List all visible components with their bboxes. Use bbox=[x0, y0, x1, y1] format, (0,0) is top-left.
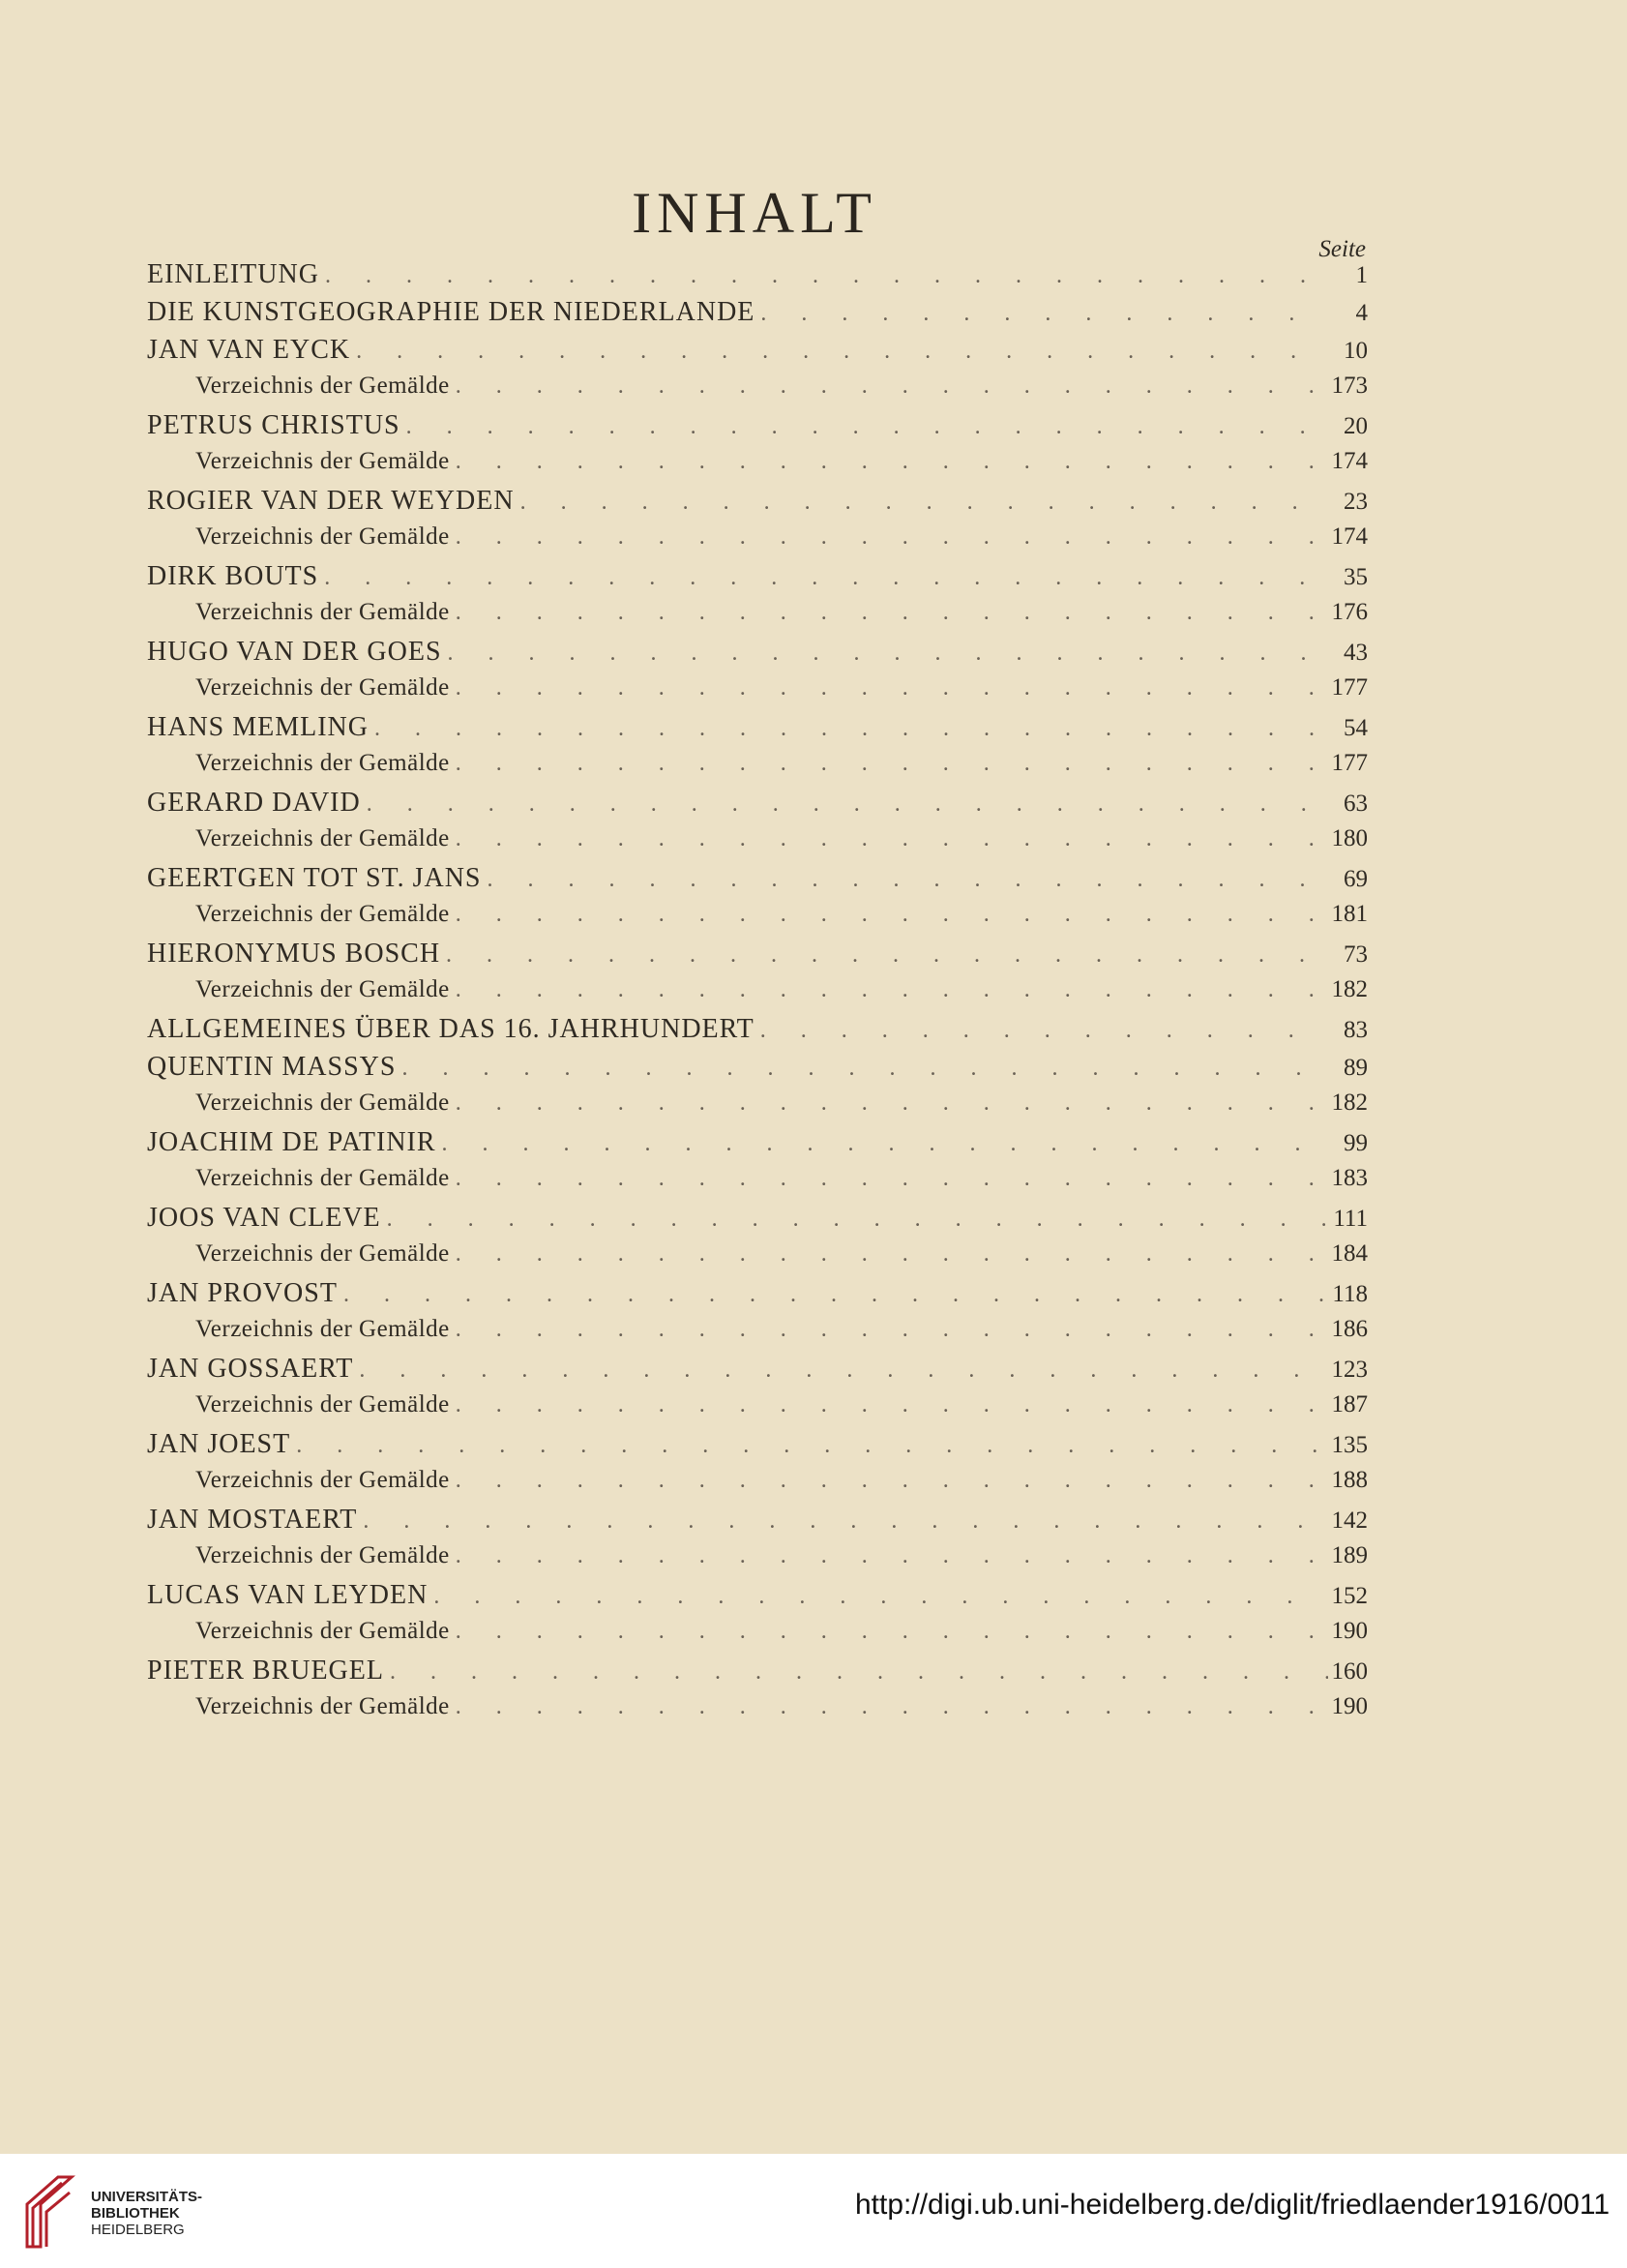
toc-entry-label: JOACHIM DE PATINIR bbox=[147, 1127, 436, 1157]
toc-entry-page: 177 bbox=[1331, 674, 1368, 701]
dot-leader bbox=[488, 867, 1330, 893]
toc-entry-label: LUCAS VAN LEYDEN bbox=[147, 1580, 429, 1610]
dot-leader bbox=[296, 1433, 1327, 1459]
toc-entry bbox=[147, 939, 1368, 976]
toc-entry-page: 187 bbox=[1331, 1391, 1368, 1418]
dot-leader bbox=[367, 791, 1329, 818]
toc-entry-label: Verzeichnis der Gemälde bbox=[195, 976, 450, 1002]
toc-entry-label: Verzeichnis der Gemälde bbox=[195, 599, 450, 625]
toc-entry bbox=[147, 486, 1368, 523]
toc-entry bbox=[147, 1278, 1368, 1316]
logo-line-3: HEIDELBERG bbox=[91, 2222, 185, 2238]
toc-entry bbox=[147, 712, 1368, 750]
toc-entry-page: 10 bbox=[1344, 338, 1368, 364]
toc-entry-label: DIRK BOUTS bbox=[147, 561, 319, 591]
toc-entry-page: 160 bbox=[1331, 1658, 1368, 1685]
library-logo-text bbox=[91, 2189, 202, 2238]
logo-line-2: BIBLIOTHEK bbox=[91, 2205, 180, 2222]
toc-entry bbox=[147, 1052, 1368, 1089]
dot-leader bbox=[387, 1207, 1329, 1233]
dot-leader bbox=[446, 942, 1329, 969]
toc-subentry bbox=[147, 901, 1368, 939]
toc-entry bbox=[147, 1354, 1368, 1391]
toc-entry bbox=[147, 1203, 1368, 1240]
toc-entry-page: 177 bbox=[1331, 750, 1368, 776]
toc-entry-label: GERARD DAVID bbox=[147, 788, 361, 818]
toc-subentry bbox=[147, 750, 1368, 788]
toc-entry-label: Verzeichnis der Gemälde bbox=[195, 1542, 450, 1568]
toc-entry-page: 63 bbox=[1344, 791, 1368, 817]
dot-leader bbox=[456, 751, 1328, 777]
toc-entry-page: 118 bbox=[1332, 1281, 1368, 1307]
toc-entry-label: JAN GOSSAERT bbox=[147, 1354, 354, 1384]
toc-entry-page: 182 bbox=[1331, 1089, 1368, 1116]
toc-entry-page: 186 bbox=[1331, 1316, 1368, 1342]
toc-entry-page: 173 bbox=[1331, 373, 1368, 399]
toc-subentry bbox=[147, 1165, 1368, 1203]
toc-entry-label: Verzeichnis der Gemälde bbox=[195, 448, 450, 474]
toc-entry-page: 4 bbox=[1355, 300, 1368, 326]
toc-entry-label: PIETER BRUEGEL bbox=[147, 1656, 384, 1686]
toc-entry-label: Verzeichnis der Gemälde bbox=[195, 901, 450, 927]
dot-leader bbox=[343, 1282, 1328, 1308]
toc-entry-label: Verzeichnis der Gemälde bbox=[195, 1618, 450, 1644]
toc-entry-label: Verzeichnis der Gemälde bbox=[195, 1165, 450, 1191]
toc-entry-label: Verzeichnis der Gemälde bbox=[195, 1316, 450, 1342]
toc-entry-page: 69 bbox=[1344, 866, 1368, 892]
toc-entry bbox=[147, 410, 1368, 448]
toc-entry-label: DIE KUNSTGEOGRAPHIE DER NIEDERLANDE bbox=[147, 297, 755, 327]
dot-leader bbox=[356, 339, 1329, 365]
toc-entry-page: 83 bbox=[1344, 1017, 1368, 1043]
dot-leader bbox=[390, 1659, 1328, 1686]
toc-subentry bbox=[147, 1693, 1368, 1731]
toc-entry-page: 188 bbox=[1331, 1467, 1368, 1493]
dot-leader bbox=[456, 1241, 1328, 1268]
toc-subentry bbox=[147, 523, 1368, 561]
toc-subentry bbox=[147, 1542, 1368, 1580]
dot-leader bbox=[456, 600, 1328, 626]
toc-subentry bbox=[147, 1316, 1368, 1354]
toc-entry bbox=[147, 637, 1368, 674]
toc-entry-page: 23 bbox=[1344, 489, 1368, 515]
toc-entry-page: 190 bbox=[1331, 1693, 1368, 1719]
toc-entry-page: 180 bbox=[1331, 825, 1368, 851]
toc-entry-page: 189 bbox=[1331, 1542, 1368, 1568]
dot-leader bbox=[456, 1619, 1328, 1645]
toc-entry-page: 35 bbox=[1344, 564, 1368, 590]
toc-entry-label: Verzeichnis der Gemälde bbox=[195, 674, 450, 701]
toc-entry-label: Verzeichnis der Gemälde bbox=[195, 523, 450, 550]
dot-leader bbox=[456, 1090, 1328, 1117]
toc-entry-label: ROGIER VAN DER WEYDEN bbox=[147, 486, 515, 516]
source-url-link[interactable]: http://digi.ub.uni-heidelberg.de/diglit/friedlaender1916/0011 bbox=[854, 2189, 1610, 2221]
dot-leader bbox=[760, 301, 1329, 327]
dot-leader bbox=[456, 1543, 1328, 1569]
dot-leader bbox=[456, 373, 1328, 400]
logo-line-1: UNIVERSITÄTS- bbox=[91, 2189, 203, 2205]
toc-subentry bbox=[147, 599, 1368, 637]
toc-entry-label: JAN PROVOST bbox=[147, 1278, 338, 1308]
toc-subentry bbox=[147, 1618, 1368, 1656]
toc-entry bbox=[147, 297, 1368, 335]
dot-leader bbox=[401, 1056, 1329, 1082]
toc-entry-page: 190 bbox=[1331, 1618, 1368, 1644]
toc-entry-label: GEERTGEN TOT ST. JANS bbox=[147, 863, 482, 893]
digitization-footer bbox=[0, 2154, 1627, 2268]
toc-entry bbox=[147, 561, 1368, 599]
toc-entry-label: QUENTIN MASSYS bbox=[147, 1052, 397, 1082]
toc-entry-page: 184 bbox=[1331, 1240, 1368, 1267]
toc-entry-page: 135 bbox=[1331, 1432, 1368, 1458]
dot-leader bbox=[433, 1584, 1327, 1610]
toc-entry-page: 20 bbox=[1344, 413, 1368, 439]
dot-leader bbox=[456, 977, 1328, 1003]
toc-entry bbox=[147, 788, 1368, 825]
toc-subentry bbox=[147, 1467, 1368, 1505]
dot-leader bbox=[456, 675, 1328, 701]
dot-leader bbox=[456, 902, 1328, 928]
toc-entry-label: HIERONYMUS BOSCH bbox=[147, 939, 441, 969]
toc-entry-label: JAN MOSTAERT bbox=[147, 1505, 358, 1535]
page-title: INHALT bbox=[632, 181, 877, 245]
dot-leader bbox=[456, 524, 1328, 551]
toc-entry-page: 43 bbox=[1344, 640, 1368, 666]
toc-entry-label: Verzeichnis der Gemälde bbox=[195, 1089, 450, 1116]
toc-entry-page: 123 bbox=[1331, 1357, 1368, 1383]
dot-leader bbox=[456, 1392, 1328, 1418]
page-column-label: Seite bbox=[1318, 236, 1366, 262]
toc-entry bbox=[147, 1127, 1368, 1165]
toc-entry bbox=[147, 1580, 1368, 1618]
dot-leader bbox=[520, 490, 1329, 516]
toc-entry bbox=[147, 1014, 1368, 1052]
toc-entry-page: 1 bbox=[1355, 262, 1368, 288]
toc-entry-page: 89 bbox=[1344, 1055, 1368, 1081]
toc-entry-page: 152 bbox=[1331, 1583, 1368, 1609]
toc-entry-label: Verzeichnis der Gemälde bbox=[195, 1693, 450, 1719]
dot-leader bbox=[456, 1694, 1328, 1720]
toc-entry bbox=[147, 335, 1368, 373]
toc-subentry bbox=[147, 373, 1368, 410]
toc-entry-page: 182 bbox=[1331, 976, 1368, 1002]
table-of-contents bbox=[147, 259, 1368, 1731]
dot-leader bbox=[760, 1018, 1329, 1044]
toc-entry-label: EINLEITUNG bbox=[147, 259, 319, 289]
toc-entry bbox=[147, 863, 1368, 901]
dot-leader bbox=[456, 1468, 1328, 1494]
toc-entry-page: 174 bbox=[1331, 523, 1368, 550]
toc-entry-page: 111 bbox=[1333, 1206, 1368, 1232]
toc-entry bbox=[147, 1656, 1368, 1693]
dot-leader bbox=[363, 1508, 1327, 1535]
library-logo-icon[interactable] bbox=[19, 2169, 77, 2253]
toc-entry-page: 142 bbox=[1331, 1507, 1368, 1534]
toc-subentry bbox=[147, 448, 1368, 486]
dot-leader bbox=[448, 641, 1329, 667]
toc-subentry bbox=[147, 1089, 1368, 1127]
toc-entry-label: Verzeichnis der Gemälde bbox=[195, 1240, 450, 1267]
toc-subentry bbox=[147, 674, 1368, 712]
toc-entry-label: HUGO VAN DER GOES bbox=[147, 637, 442, 667]
toc-entry-page: 183 bbox=[1331, 1165, 1368, 1191]
toc-subentry bbox=[147, 1391, 1368, 1429]
dot-leader bbox=[456, 826, 1328, 852]
toc-entry bbox=[147, 259, 1368, 297]
toc-entry-label: Verzeichnis der Gemälde bbox=[195, 1391, 450, 1418]
toc-entry-page: 54 bbox=[1344, 715, 1368, 741]
toc-subentry bbox=[147, 976, 1368, 1014]
toc-entry bbox=[147, 1429, 1368, 1467]
toc-entry-label: Verzeichnis der Gemälde bbox=[195, 750, 450, 776]
toc-entry-label: JAN JOEST bbox=[147, 1429, 291, 1459]
toc-entry-page: 181 bbox=[1331, 901, 1368, 927]
dot-leader bbox=[456, 1317, 1328, 1343]
dot-leader bbox=[325, 263, 1329, 289]
toc-entry-label: Verzeichnis der Gemälde bbox=[195, 1467, 450, 1493]
dot-leader bbox=[406, 414, 1329, 440]
toc-entry-page: 174 bbox=[1331, 448, 1368, 474]
toc-entry-label: JAN VAN EYCK bbox=[147, 335, 351, 365]
toc-entry-label: JOOS VAN CLEVE bbox=[147, 1203, 381, 1233]
toc-entry-page: 99 bbox=[1344, 1130, 1368, 1156]
dot-leader bbox=[456, 1166, 1328, 1192]
toc-entry-page: 176 bbox=[1331, 599, 1368, 625]
toc-subentry bbox=[147, 1240, 1368, 1278]
toc-entry-label: Verzeichnis der Gemälde bbox=[195, 825, 450, 851]
dot-leader bbox=[456, 449, 1328, 475]
toc-entry-page: 73 bbox=[1344, 941, 1368, 968]
toc-entry-label: ALLGEMEINES ÜBER DAS 16. JAHRHUNDERT bbox=[147, 1014, 754, 1044]
toc-subentry bbox=[147, 825, 1368, 863]
toc-entry-label: HANS MEMLING bbox=[147, 712, 369, 742]
toc-entry-label: Verzeichnis der Gemälde bbox=[195, 373, 450, 399]
dot-leader bbox=[374, 716, 1329, 742]
dot-leader bbox=[442, 1131, 1329, 1157]
toc-entry bbox=[147, 1505, 1368, 1542]
dot-leader bbox=[359, 1358, 1327, 1384]
toc-entry-label: PETRUS CHRISTUS bbox=[147, 410, 400, 440]
dot-leader bbox=[324, 565, 1329, 591]
